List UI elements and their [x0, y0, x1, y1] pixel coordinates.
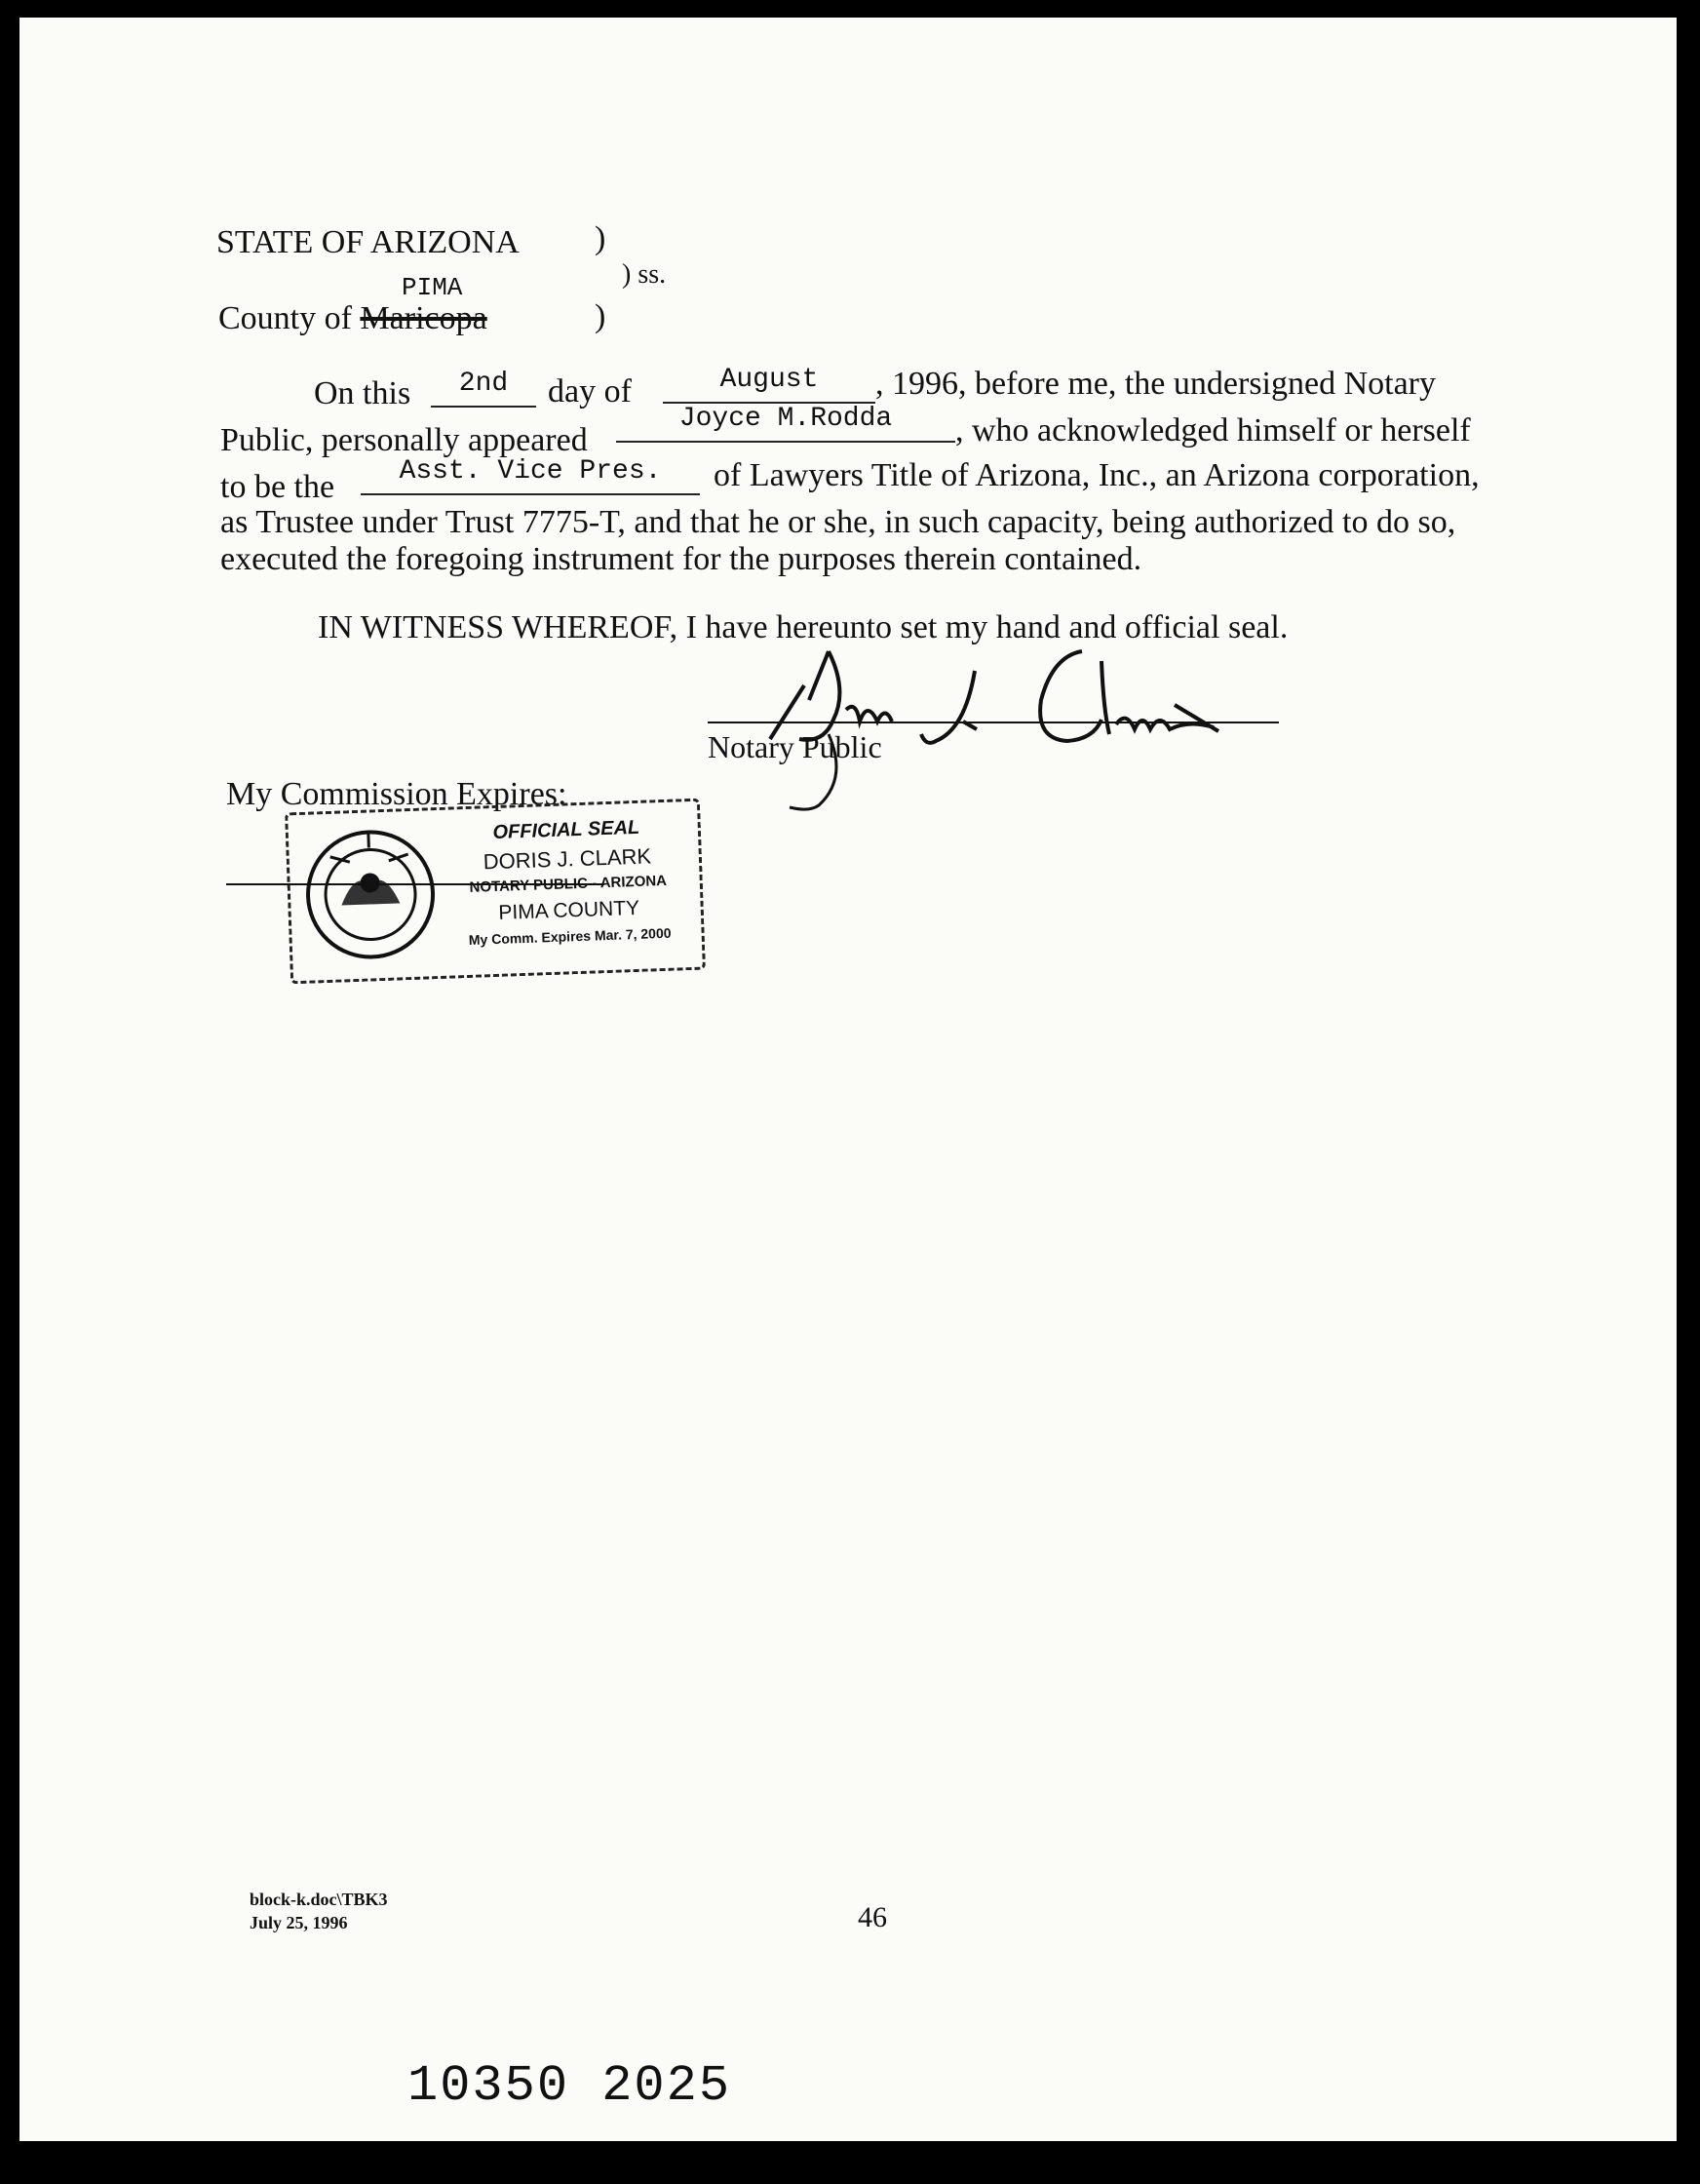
name-field: Joyce M.Rodda	[616, 402, 955, 443]
commission-label: My Commission Expires:	[226, 776, 567, 812]
line1-a: On this	[314, 375, 411, 411]
commission-line	[226, 883, 604, 885]
county-typed: PIMA	[402, 273, 463, 302]
seal-line-1: OFFICIAL SEAL	[492, 816, 640, 844]
bracket-1: )	[595, 220, 606, 256]
line1-c: , 1996, before me, the undersigned Notary	[875, 366, 1436, 402]
month-field: August	[663, 363, 875, 404]
official-seal-stamp	[285, 799, 706, 985]
signature-line	[708, 722, 1279, 723]
page-number: 46	[858, 1901, 887, 1933]
state-heading: STATE OF ARIZONA	[216, 224, 520, 260]
bracket-3: )	[595, 298, 606, 334]
county-label	[218, 300, 487, 337]
county-prefix: County of	[218, 300, 352, 336]
seal-line-2: DORIS J. CLARK	[483, 843, 652, 875]
line5: executed the foregoing instrument for the purposes therein contained.	[220, 541, 1142, 577]
line2-a: Public, personally appeared	[220, 422, 588, 458]
line3-a: to be the	[220, 469, 335, 505]
county-struck: Maricopa	[360, 300, 487, 336]
notary-public-label: Notary Public	[708, 729, 882, 764]
footer-file: block-k.doc\TBK3	[250, 1890, 388, 1909]
line2-b: , who acknowledged himself or herself	[955, 412, 1471, 448]
seal-line-3: NOTARY PUBLIC - ARIZONA	[469, 872, 668, 896]
document-page	[19, 18, 1677, 2141]
title-field: Asst. Vice Pres.	[361, 454, 700, 495]
state-seal-icon	[300, 824, 442, 965]
line3-b: of Lawyers Title of Arizona, Inc., an Arizona corporation,	[714, 457, 1480, 493]
footer-date: July 25, 1996	[250, 1913, 348, 1932]
seal-line-5: My Comm. Expires Mar. 7, 2000	[468, 924, 672, 948]
witness-clause: IN WITNESS WHEREOF, I have hereunto set my hand and official seal.	[318, 609, 1289, 645]
day-field: 2nd	[431, 367, 536, 408]
line1-b: day of	[548, 373, 632, 410]
seal-line-4: PIMA COUNTY	[498, 896, 640, 924]
ss-mark: ) ss.	[622, 259, 667, 290]
line4: as Trustee under Trust 7775-T, and that he or she, in such capacity, being authorized to do so,	[220, 504, 1456, 540]
document-number: 10350 2025	[407, 2057, 732, 2115]
